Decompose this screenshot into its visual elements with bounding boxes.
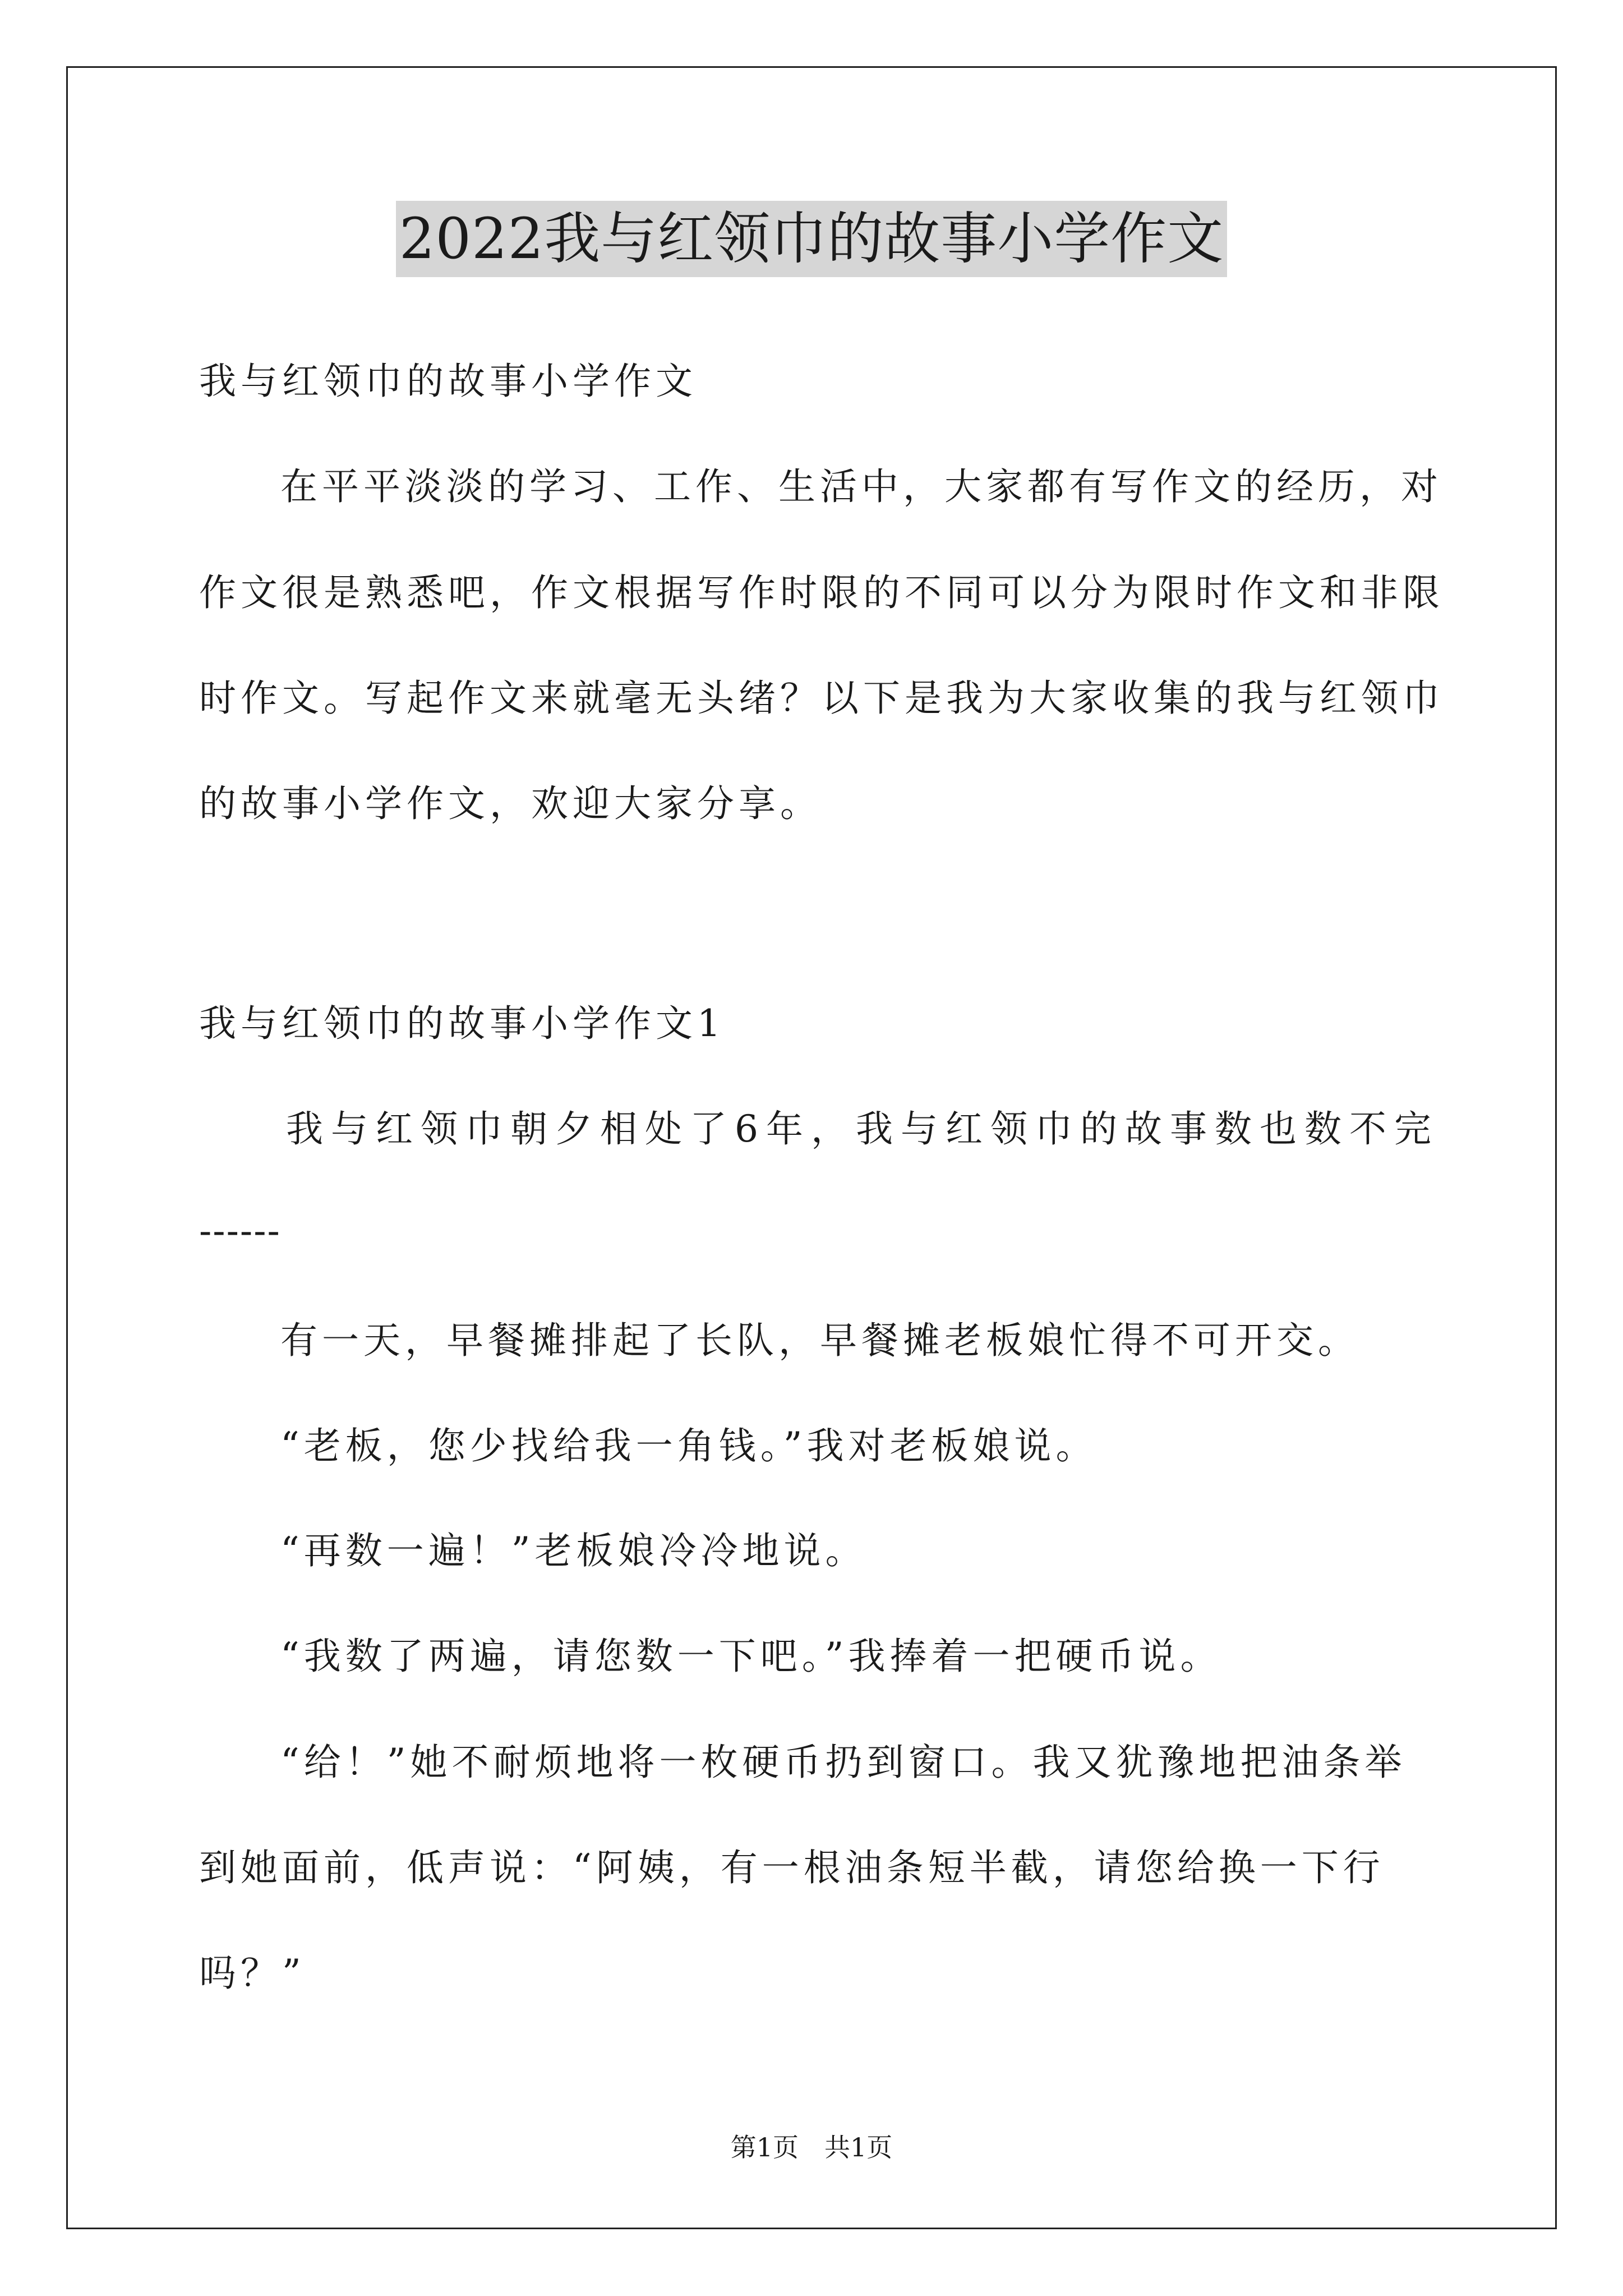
paragraph-line: 的故事小学作文，欢迎大家分享。	[199, 782, 822, 825]
paragraph-line: “老板，您少找给我一角钱。”我对老板娘说。	[280, 1424, 1098, 1467]
paragraph-line: “给！”她不耐烦地将一枚硬币扔到窗口。我又犹豫地把油条举	[280, 1741, 1407, 1784]
paragraph-line: 时作文。写起作文来就毫无头绪？以下是我为大家收集的我与红领巾	[199, 677, 1444, 720]
paragraph-line: 有一天，早餐摊排起了长队，早餐摊老板娘忙得不可开交。	[280, 1319, 1359, 1362]
paragraph-line: 我与红领巾朝夕相处了6年，我与红领巾的故事数也数不完	[286, 1107, 1439, 1151]
paragraph-line: “我数了两遍，请您数一下吧。”我捧着一把硬币说。	[280, 1635, 1222, 1678]
section-heading: 我与红领巾的故事小学作文1	[199, 1002, 725, 1045]
dash-line: ------	[199, 1209, 281, 1253]
paragraph-line: 作文很是熟悉吧，作文根据写作时限的不同可以分为限时作文和非限	[199, 571, 1444, 614]
page-footer: 第1页 共1页	[730, 2132, 893, 2162]
subtitle-line: 我与红领巾的故事小学作文	[199, 360, 697, 403]
paragraph-line: 吗？”	[199, 1952, 306, 1995]
paragraph-line: “再数一遍！”老板娘冷冷地说。	[280, 1529, 867, 1572]
paragraph-line: 在平平淡淡的学习、工作、生活中，大家都有写作文的经历，对	[280, 465, 1442, 508]
paragraph-line: 到她面前，低声说：“阿姨，有一根油条短半截，请您给换一下行	[199, 1846, 1385, 1889]
title-container	[0, 201, 1623, 277]
document-title: 2022我与红领巾的故事小学作文	[396, 201, 1228, 277]
